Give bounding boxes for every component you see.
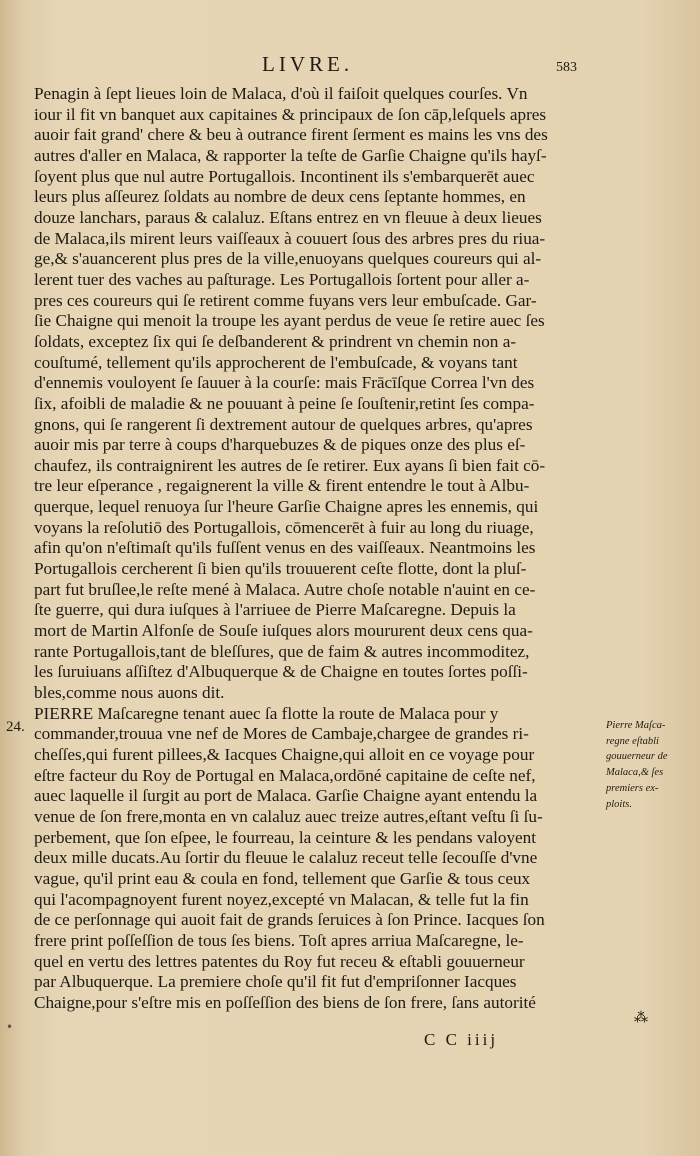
text-line: lerent tuer des vaches au paſturage. Les Portugallois ſortent pour aller a- <box>34 269 530 289</box>
text-line: frere print poſſeſſion de tous ſes biens. Toſt apres arriua Maſcaregne, le- <box>34 930 524 950</box>
text-line: PIERRE Maſcaregne tenant auec ſa flotte la route de Malaca pour y <box>34 703 499 723</box>
marginal-note-line: premiers ex- <box>606 782 659 794</box>
ornament-mark: ⁂ <box>634 1010 648 1026</box>
text-line: Penagin à ſept lieues loin de Malaca, d'où il faiſoit quelques courſes. Vn <box>34 84 528 103</box>
ink-dot: • <box>6 1020 14 1034</box>
text-line: vague, qu'il print eau & coula en fond, tellement que Garſie & tous ceux <box>34 868 531 888</box>
text-line: eſtre facteur du Roy de Portugal en Malaca,ordōné capitaine de ceſte nef, <box>34 765 536 785</box>
marginal-note-line: gouuerneur de <box>606 751 668 763</box>
text-line: querque, lequel renuoya ſur l'heure Garſie Chaigne apres les ennemis, qui <box>34 497 539 517</box>
text-line: de ce perſonnage qui auoit fait de grands ſeruices à ſon Prince. Iacques ſon <box>34 910 545 930</box>
text-line: auoir mis par terre à coups d'harquebuzes & de piques onze des plus eſ- <box>34 435 526 455</box>
body-text <box>34 84 580 1014</box>
text-line: pres ces coureurs qui ſe retirent comme fuyans vers leur embuſcade. Gar- <box>34 290 537 310</box>
marginal-note-line: Malaca,& ſes <box>606 767 664 779</box>
text-line: voyans la reſolutiō des Portugallois, cōmencerēt à fuir au long du riuage, <box>34 517 534 537</box>
text-line: ſte guerre, qui dura iuſques à l'arriuee de Pierre Maſcaregne. Depuis la <box>34 600 516 620</box>
text-line: couſtumé, tellement qu'ils approcherent de l'embuſcade, & voyans tant <box>34 352 518 372</box>
text-line: ge,& s'auancerent plus pres de la ville,enuoyans quelques coureurs qui al- <box>34 249 542 269</box>
marginal-note-line: Pierre Maſca- <box>606 720 666 731</box>
text-line: par Albuquerque. La premiere choſe qu'il fit fut d'empriſonner Iacques <box>34 972 517 992</box>
text-line: ſoyent plus que nul autre Portugallois. Incontinent ils s'embarquerēt auec <box>34 166 535 186</box>
text-line: tre leur eſperance , regaignerent la ville & firent entendre le tout à Albu- <box>34 476 530 496</box>
text-line: Chaigne,pour s'eſtre mis en poſſeſſion des biens de ſon frere, ſans autorité <box>34 992 536 1012</box>
text-line: afin qu'on n'eſtimaſt qu'ils fuſſent venus en des vaiſſeaux. Neantmoins les <box>34 538 536 558</box>
text-line: douze lanchars, paraus & calaluz. Eſtans entrez en vn fleuue à deux lieues <box>34 207 542 227</box>
text-line: commander,trouua vne nef de Mores de Cambaje,chargee de grandes ri- <box>34 724 529 744</box>
text-line: les ſuruiuans aſſiſtez d'Albuquerque & de Chaigne en toutes ſortes poſſi- <box>34 662 528 682</box>
text-line: autres d'aller en Malaca, & rapporter la teſte de Garſie Chaigne qu'ils hayſ- <box>34 145 547 165</box>
signature-mark: C C iiij <box>424 1030 499 1049</box>
text-line: qui l'acompagnoyent furent noyez,excepté vn Malacan, & telle fut la fin <box>34 889 529 909</box>
text-line: ſix, afoibli de maladie & ne pouuant à peine ſe ſouſtenir,retint ſes compa- <box>34 393 535 413</box>
text-line: quel en vertu des lettres patentes du Roy fut receu & eſtabli gouuerneur <box>34 951 525 971</box>
text-line: rante Portugallois,tant de bleſſures, que de faim & autres incommoditez, <box>34 641 530 661</box>
marginal-note-line: ploits. <box>606 798 632 810</box>
marginal-note <box>606 718 698 812</box>
text-line: part fut bruſlee,le reſte mené à Malaca. Autre choſe notable n'auint en ce- <box>34 579 536 599</box>
marginal-note-line: regne eſtabli <box>606 735 659 747</box>
paragraph-number: 24. <box>6 719 25 735</box>
text-line: gnons, qui ſe rangerent ſi dextrement autour de quelques arbres, qu'apres <box>34 414 533 434</box>
text-line: ſoldats, exceptez ſix qui ſe deſbanderent & prindrent vn chemin non a- <box>34 331 517 351</box>
text-line: perbement, que ſon eſpee, le fourreau, la ceinture & les pendans valoyent <box>34 827 537 847</box>
text-line: auoir fait grand' chere & beu à outrance firent ſerment es mains les vns des <box>34 125 548 145</box>
page-header <box>0 52 700 82</box>
text-line: cheſſes,qui furent pillees,& Iacques Chaigne,qui alloit en ce voyage pour <box>34 745 535 764</box>
text-line: Portugallois cercherent ſi bien qu'ils trouuerent ceſte flotte, dont la pluſ- <box>34 559 527 579</box>
text-line: bles,comme nous auons dit. <box>34 683 225 703</box>
text-line: mort de Martin Alfonſe de Souſe iuſques alors moururent deux cens qua- <box>34 621 533 641</box>
text-line: iour il fit vn banquet aux capitaines & principaux de ſon cāp,leſquels apres <box>34 104 547 124</box>
running-head: LIVRE. <box>262 52 354 76</box>
text-line: venue de ſon frere,monta en vn calaluz auec treize autres,eſtant veſtu ſi ſu- <box>34 806 543 826</box>
text-line: auec laquelle il ſurgit au port de Malaca. Garſie Chaigne ayant entendu la <box>34 786 538 806</box>
text-line: deux mille ducats.Au ſortir du fleuue le calaluz receut telle ſecouſſe d'vne <box>34 848 538 868</box>
page-number: 583 <box>556 60 577 75</box>
text-line: leurs plus aſſeurez ſoldats au nombre de deux cens ſeptante hommes, en <box>34 187 526 207</box>
text-line: d'ennemis vouloyent ſe ſauuer à la courſe: mais Frācīſque Correa l'vn des <box>34 373 535 393</box>
text-line: chaufez, ils contraignirent les autres de ſe retirer. Eux ayans ſi bien fait cō- <box>34 455 546 475</box>
text-line: de Malaca,ils mirent leurs vaiſſeaux à couuert ſous des arbres pres du riua- <box>34 228 546 248</box>
text-line: ſie Chaigne qui menoit la troupe les ayant perdus de veue ſe retire auec ſes <box>34 311 545 331</box>
